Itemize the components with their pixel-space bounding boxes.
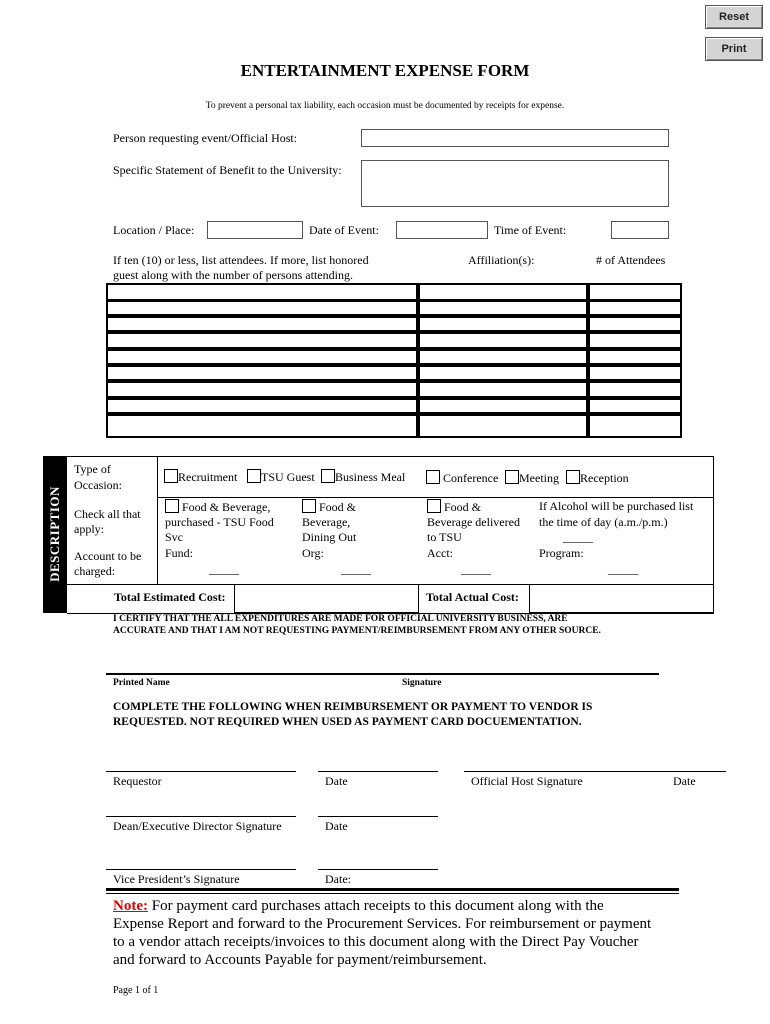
recruitment-option[interactable]	[164, 469, 237, 485]
dean-line[interactable]	[106, 816, 296, 817]
vp-line[interactable]	[106, 869, 296, 870]
attendee-count-cell[interactable]	[588, 349, 682, 365]
business-meal-label: Business Meal	[335, 470, 406, 484]
date-label: Date of Event:	[309, 223, 379, 237]
conference-checkbox[interactable]	[426, 470, 440, 484]
conference-option[interactable]	[426, 470, 498, 486]
business-meal-checkbox[interactable]	[321, 469, 335, 483]
total-actual-label: Total Actual Cost:	[426, 590, 519, 604]
num-attendees-label: # of Attendees	[596, 253, 666, 267]
total-estimated-input[interactable]	[234, 584, 419, 613]
opt-tsu-food-label: Food & Beverage,	[182, 500, 271, 514]
attendee-name-cell[interactable]	[106, 316, 418, 332]
opt-delivered[interactable]	[427, 499, 481, 515]
account-label-1: Account to be	[74, 549, 142, 563]
attendee-count-cell[interactable]	[588, 300, 682, 316]
opt-dining-out-label: Food &	[319, 500, 357, 514]
meeting-checkbox[interactable]	[505, 470, 519, 484]
acct-label: Acct:	[427, 546, 453, 560]
attendee-name-cell[interactable]	[106, 300, 418, 316]
attendee-count-cell[interactable]	[588, 283, 682, 301]
note-line-3: to a vendor attach receipts/invoices to this document along with the Direct Pay Voucher	[113, 934, 639, 950]
program-blank[interactable]: _____	[608, 562, 638, 576]
attendee-name-cell[interactable]	[106, 283, 418, 301]
attendee-affiliation-cell[interactable]	[418, 332, 588, 349]
opt-tsu-food-line2: purchased - TSU Food	[165, 515, 274, 529]
official-host-signature-label: Official Host Signature	[471, 774, 583, 788]
requestor-line[interactable]	[106, 771, 296, 772]
org-blank[interactable]: _____	[341, 562, 371, 576]
reset-button[interactable]: Reset	[705, 5, 763, 29]
date-input[interactable]	[396, 221, 488, 239]
requestor-date-line[interactable]	[318, 771, 438, 772]
attendee-instructions-2: guest along with the number of persons attending.	[113, 268, 353, 282]
opt-tsu-food-line3: Svc	[165, 530, 183, 544]
official-host-date-label: Date	[673, 774, 696, 788]
attendee-affiliation-cell[interactable]	[418, 283, 588, 301]
attendee-count-cell[interactable]	[588, 332, 682, 349]
print-button[interactable]: Print	[705, 37, 763, 61]
attendee-affiliation-cell[interactable]	[418, 398, 588, 414]
account-label-2: charged:	[74, 564, 116, 578]
note-line-4: and forward to Accounts Payable for payment/reimbursement.	[113, 952, 487, 968]
type-label-1: Type of	[74, 462, 111, 476]
official-host-line[interactable]	[464, 771, 726, 772]
form-subtitle: To prevent a personal tax liability, each occasion must be documented by receipts for expense.	[205, 101, 565, 111]
tsu-guest-label: TSU Guest	[261, 470, 315, 484]
attendee-count-cell[interactable]	[588, 381, 682, 398]
opt-delivered-checkbox[interactable]	[427, 499, 441, 513]
meeting-option[interactable]	[505, 470, 559, 486]
attendee-name-cell[interactable]	[106, 398, 418, 414]
tsu-guest-checkbox[interactable]	[247, 469, 261, 483]
note-line-2: Expense Report and forward to the Procurement Services. For reimbursement or payment	[113, 916, 652, 932]
attendee-affiliation-cell[interactable]	[418, 381, 588, 398]
statement-label: Specific Statement of Benefit to the University:	[113, 163, 342, 177]
statement-input[interactable]	[361, 160, 669, 207]
meeting-label: Meeting	[519, 471, 559, 485]
alcohol-time-blank[interactable]: _____	[563, 530, 593, 544]
reception-checkbox[interactable]	[566, 470, 580, 484]
page-number: Page 1 of 1	[113, 985, 159, 996]
fund-blank[interactable]: _____	[209, 562, 239, 576]
certify-line-2: ACCURATE AND THAT I AM NOT REQUESTING PAYMENT/REIMBURSEMENT FROM ANY OTHER SOURCE.	[113, 626, 601, 636]
reception-option[interactable]	[566, 470, 629, 486]
signature-label: Signature	[402, 678, 442, 688]
opt-delivered-label: Food &	[444, 500, 482, 514]
location-label: Location / Place:	[113, 223, 195, 237]
fund-label: Fund:	[165, 546, 194, 560]
time-label: Time of Event:	[494, 223, 567, 237]
attendee-count-cell[interactable]	[588, 365, 682, 381]
requestor-date-label: Date	[325, 774, 348, 788]
vp-date-label: Date:	[325, 872, 351, 886]
acct-blank[interactable]: _____	[461, 562, 491, 576]
program-label: Program:	[539, 546, 584, 560]
alcohol-instructions-2: the time of day (a.m./p.m.)	[539, 515, 668, 529]
total-estimated-label: Total Estimated Cost:	[114, 590, 226, 604]
attendee-name-cell[interactable]	[106, 414, 418, 438]
opt-dining-out-line2: Beverage,	[302, 515, 351, 529]
note-line-1: For payment card purchases attach receipts to this document along with the	[147, 898, 604, 914]
attendee-name-cell[interactable]	[106, 381, 418, 398]
opt-delivered-line3: to TSU	[427, 530, 462, 544]
form-title: ENTERTAINMENT EXPENSE FORM	[240, 61, 530, 80]
dean-date-label: Date	[325, 819, 348, 833]
opt-dining-out[interactable]	[302, 499, 356, 515]
reimbursement-heading-2: REQUESTED. NOT REQUIRED WHEN USED AS PAYMENT CARD DOCUEMENTATION.	[113, 716, 582, 728]
certify-signature-line[interactable]	[106, 673, 659, 675]
requestor-label: Requestor	[113, 774, 162, 788]
attendee-affiliation-cell[interactable]	[418, 414, 588, 438]
alcohol-instructions-1: If Alcohol will be purchased list	[539, 499, 694, 513]
attendee-name-cell[interactable]	[106, 349, 418, 365]
recruitment-label: Recruitment	[178, 470, 238, 484]
vp-signature-label: Vice President’s Signature	[113, 872, 240, 886]
note-label: Note:	[113, 898, 148, 914]
opt-tsu-food-checkbox[interactable]	[165, 499, 179, 513]
opt-delivered-line2: Beverage delivered	[427, 515, 520, 529]
person-label: Person requesting event/Official Host:	[113, 131, 298, 145]
opt-dining-out-checkbox[interactable]	[302, 499, 316, 513]
attendee-affiliation-cell[interactable]	[418, 365, 588, 381]
recruitment-checkbox[interactable]	[164, 469, 178, 483]
note-block	[113, 897, 713, 969]
dean-date-line[interactable]	[318, 816, 438, 817]
org-label: Org:	[302, 546, 324, 560]
person-input[interactable]	[361, 129, 669, 147]
attendee-name-cell[interactable]	[106, 365, 418, 381]
divider	[157, 497, 713, 498]
check-label-2: apply:	[74, 522, 104, 536]
description-sidebar	[43, 456, 67, 613]
reimbursement-heading-1: COMPLETE THE FOLLOWING WHEN REIMBURSEMENT OR PAYMENT TO VENDOR IS	[113, 701, 593, 713]
check-label-1: Check all that	[74, 507, 141, 521]
divider	[157, 456, 158, 584]
divider	[106, 888, 679, 891]
attendee-instructions-1: If ten (10) or less, list attendees. If more, list honored	[113, 253, 369, 267]
time-input[interactable]	[611, 221, 669, 239]
total-actual-input[interactable]	[529, 584, 714, 613]
reception-label: Reception	[580, 471, 629, 485]
conference-label: Conference	[443, 471, 499, 485]
opt-dining-out-line3: Dining Out	[302, 530, 357, 544]
opt-tsu-food[interactable]	[165, 499, 270, 515]
dean-signature-label: Dean/Executive Director Signature	[113, 819, 282, 833]
affiliation-label: Affiliation(s):	[468, 253, 535, 267]
certify-line-1: I CERTIFY THAT THE ALL EXPENDITURES ARE MADE FOR OFFICIAL UNIVERSITY BUSINESS, ARE	[113, 614, 568, 624]
attendee-count-cell[interactable]	[588, 316, 682, 332]
attendee-affiliation-cell[interactable]	[418, 316, 588, 332]
attendee-affiliation-cell[interactable]	[418, 349, 588, 365]
type-label-2: Occasion:	[74, 478, 122, 492]
vp-date-line[interactable]	[318, 869, 438, 870]
tsu-guest-option[interactable]	[247, 469, 315, 485]
location-input[interactable]	[207, 221, 303, 239]
attendee-name-cell[interactable]	[106, 332, 418, 349]
attendee-count-cell[interactable]	[588, 398, 682, 414]
attendee-count-cell[interactable]	[588, 414, 682, 438]
divider	[106, 893, 679, 894]
description-label: DESCRIPTION	[47, 486, 62, 582]
attendee-affiliation-cell[interactable]	[418, 300, 588, 316]
printed-name-label: Printed Name	[113, 678, 170, 688]
business-meal-option[interactable]	[321, 469, 405, 485]
